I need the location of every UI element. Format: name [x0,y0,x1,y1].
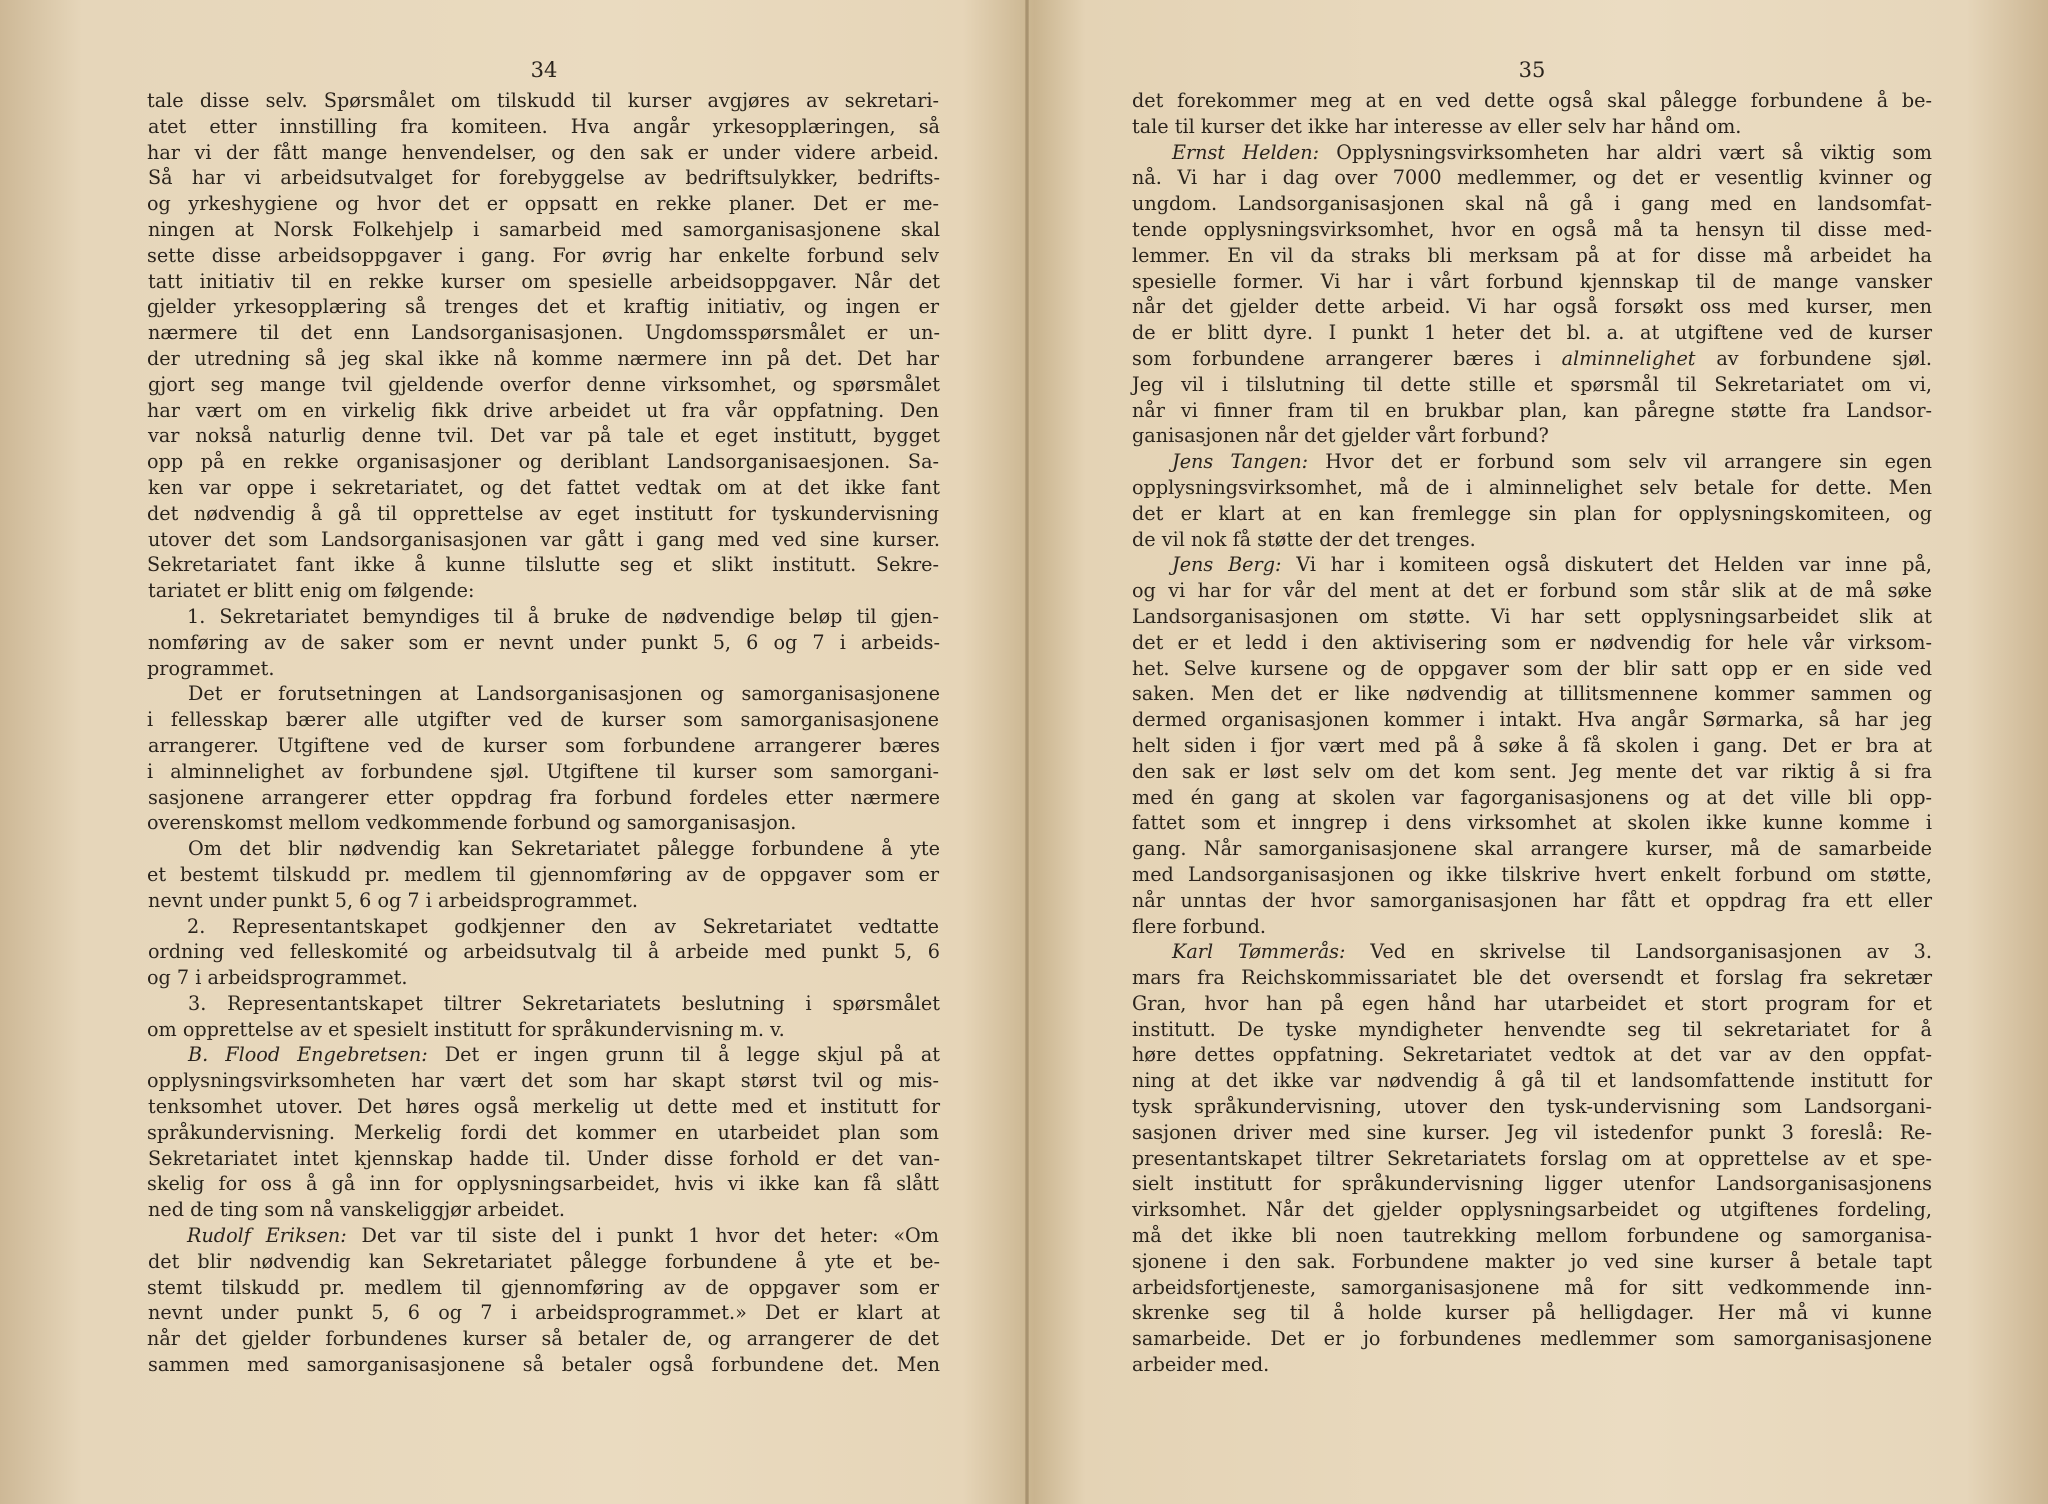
text-line [1132,501,1932,527]
text-line [1132,578,1932,604]
line-text: atet etter innstilling fra komiteen. Hva angår yrkesopplæringen, så [148,114,940,138]
line-text: Vi har i komiteen også diskutert det Helden var inne på, [1281,553,1932,577]
line-text: ken var oppe i sekretariatet, og det fattet vedtak om at det ikke fant [148,475,940,499]
line-text: presentantskapet tiltrer Sekretariatets forslag om at opprettelse av et spe- [1132,1146,1932,1170]
text-line [1132,991,1932,1017]
text-line [147,88,939,114]
text-line [1132,888,1932,914]
line-text: Landsorganisasjonen om støtte. Vi har sett opplysningsarbeidet slik at [1132,604,1932,628]
line-text: Det er forutsetningen at Landsorganisasjonen og samorganisasjonene [188,682,940,706]
line-text: sasjonene arrangerer etter oppdrag fra forbund fordeles etter nærmere [148,785,940,809]
text-line [1132,1094,1932,1120]
text-line [1132,914,1932,940]
text-line [148,1042,940,1068]
text-line [1132,681,1932,707]
line-text: ningen at Norsk Folkehjelp i samarbeid med samorganisasjonene skal [148,217,940,241]
line-text: må det ikke bli noen tautrekking mellom forbundene og samorganisa- [1132,1224,1932,1248]
text-line [1132,1068,1932,1094]
page-text [1132,88,1932,1378]
line-text: ning at det ikke var nødvendig å gå til et landsomfattende institutt for [1132,1069,1932,1093]
text-line [148,527,940,553]
text-line [1132,965,1932,991]
text-line [147,294,939,320]
text-line [147,914,939,940]
text-line [147,243,939,269]
text-line [1132,1275,1932,1301]
text-line [148,836,940,862]
text-line [148,991,940,1017]
text-line [1132,707,1932,733]
text-line [147,604,939,630]
line-text: Sekretariatet fant ikke å kunne tilslutte seg et slikt institutt. Sekre- [147,553,939,577]
text-line [1132,423,1932,449]
line-text: tale til kurser det ikke har interesse av eller selv har hånd om. [1132,114,1742,138]
text-line [147,965,939,991]
line-text: tariatet er blitt enig om følgende: [148,579,475,603]
text-line [1132,1042,1932,1068]
line-text: helt siden i fjor vært med på å søke å få skolen i gang. Det er bra at [1132,733,1932,757]
line-text: sielt institutt for språkundervisning ligger utenfor Landsorganisasjonens [1132,1172,1932,1196]
text-line [1132,269,1932,295]
line-text: dermed organisasjonen kommer i intakt. Hva angår Sørmarka, så har jeg [1132,708,1932,732]
text-line [1132,1326,1932,1352]
text-line [147,759,939,785]
line-text: når vi finner fram til en brukbar plan, kan påregne støtte fra Landsor- [1132,398,1932,422]
line-text: tysk språkundervisning, utover den tysk-undervisning som Landsorgani- [1132,1095,1932,1119]
line-text: med én gang at skolen var fagorganisasjonens og at det ville bli opp- [1132,785,1932,809]
text-line [1132,1300,1932,1326]
line-text: om opprettelse av et spesielt institutt for språkundervisning m. v. [147,1017,785,1041]
text-line [148,269,940,295]
line-text: 1. Sekretariatet bemyndiges til å bruke de nødvendige beløp til gjen- [187,604,939,628]
line-text: gjort seg mange tvil gjeldende overfor denne virksomhet, og spørsmålet [148,372,940,396]
line-text: gang. Når samorganisasjonene skal arrangere kurser, må de samarbeide [1132,837,1932,861]
text-line [1132,1120,1932,1146]
text-line [147,1223,939,1249]
line-text: nevnt under punkt 5, 6 og 7 i arbeidsprogrammet.» Det er klart at [148,1301,940,1325]
text-line [147,449,939,475]
left-page [148,52,940,1378]
line-text: gjelder yrkesopplæring så trenges det et kraftig initiativ, og ingen er [147,295,939,319]
text-line [1132,527,1932,553]
line-text: Om det blir nødvendig kan Sekretariatet pålegge forbundene å yte [188,837,940,861]
line-text: nevnt under punkt 5, 6 og 7 i arbeidsprogrammet. [148,888,638,912]
text-line [1132,1017,1932,1043]
line-text: var nokså naturlig denne tvil. Det var på tale et eget institutt, bygget [148,424,940,448]
line-text: mars fra Reichskommissariatet ble det oversendt et forslag fra sekretær [1132,966,1932,990]
text-line [147,1120,939,1146]
line-text: nomføring av de saker som er nevnt under punkt 5, 6 og 7 i arbeids- [148,630,940,654]
line-text: 2. Representantskapet godkjenner den av Sekretariatet vedtatte [187,914,939,938]
text-line [1132,165,1932,191]
text-line [147,191,939,217]
text-line [148,1300,940,1326]
text-line [147,140,939,166]
text-line [1132,836,1932,862]
line-text: opplysningsvirksomheten har vært det som har skapt størst tvil og mis- [147,1069,939,1093]
text-line [147,1275,939,1301]
text-line [148,785,940,811]
text-line [1132,604,1932,630]
line-text: når det gjelder dette arbeid. Vi har også forsøkt oss med kurser, men [1132,295,1932,319]
text-line [147,656,939,682]
line-text: sjonene i den sak. Forbundene makter jo ved sine kurser å betale tapt [1132,1249,1932,1273]
line-text: den sak er løst selv om det kom sent. Jeg mente det var riktig å si fra [1132,759,1932,783]
book-spine [1025,0,1029,1504]
text-line [1132,810,1932,836]
line-text: skrenke seg til å holde kurser på helligdager. Her må vi kunne [1132,1301,1932,1325]
text-line [148,1094,940,1120]
page-number: 34 [530,58,558,82]
text-line [148,578,940,604]
text-line [1132,759,1932,785]
line-text: tende opplysningsvirksomhet, hvor en også må ta hensyn til disse med- [1132,217,1932,241]
text-line [148,217,940,243]
line-text: et bestemt tilskudd pr. medlem til gjennomføring av de oppgaver som er [147,862,939,886]
text-line [1132,140,1932,166]
text-line [147,346,939,372]
line-text: Det var til siste del i punkt 1 hvor det heter: «Om [346,1224,939,1248]
line-text: når unntas der hvor samorganisasjonen har fått et oppdrag fra ett eller [1132,888,1932,912]
text-line [1132,320,1932,346]
line-text: skelig for oss å gå inn for opplysningsarbeidet, hvis vi ikke kan få slått [147,1172,939,1196]
line-text: de er blitt dyre. I punkt 1 heter det bl. a. at utgiftene ved de kurser [1132,321,1932,345]
line-text: ungdom. Landsorganisasjonen skal nå gå i gang med en landsomfat- [1132,192,1932,216]
text-line [147,1017,939,1043]
text-line [1132,939,1932,965]
emphasis-text: alminnelighet [1561,346,1696,370]
text-line [148,114,940,140]
line-text: når det gjelder forbundenes kurser så betaler de, og arrangerer de det [147,1327,939,1351]
page-text [148,88,940,1378]
line-text: det nødvendig å gå til opprettelse av eget institutt for tyskundervisning [147,501,939,525]
text-line [1132,1171,1932,1197]
text-line [148,1146,940,1172]
text-line [148,1352,940,1378]
text-line [1132,630,1932,656]
line-text: de vil nok få støtte der det trenges. [1132,527,1476,551]
text-line [1132,1223,1932,1249]
line-text: 3. Representantskapet tiltrer Sekretariatets beslutning i spørsmålet [188,991,940,1015]
text-line [1132,88,1932,114]
line-text: ordning ved felleskomité og arbeidsutvalg til å arbeide med punkt 5, 6 [148,940,940,964]
page-number: 35 [1518,58,1546,82]
line-text: som forbundene arrangerer bæres i [1132,346,1562,370]
text-line [1132,656,1932,682]
text-line [1132,346,1932,372]
line-text: tale disse selv. Spørsmålet om tilskudd til kurser avgjøres av sekretari- [147,89,939,112]
line-text: lemmer. En vil da straks bli merksam på at for disse må arbeidet ha [1132,243,1932,267]
line-text: sette disse arbeidsoppgaver i gang. For øvrig har enkelte forbund selv [147,243,939,267]
text-line [1132,1249,1932,1275]
line-text: flere forbund. [1132,914,1266,938]
text-line [1132,294,1932,320]
line-text: nå. Vi har i dag over 7000 medlemmer, og det er vesentlig kvinner og [1132,166,1932,190]
text-line [1132,475,1932,501]
text-line [1132,114,1932,140]
text-line [147,810,939,836]
speaker-name: Karl Tømmerås: [1172,940,1346,964]
speaker-name: Ernst Helden: [1172,140,1320,164]
line-text: nærmere til det enn Landsorganisasjonen. Ungdomsspørsmålet er un- [148,321,940,345]
line-text: institutt. De tyske myndigheter henvendte seg til sekretariatet for å [1132,1017,1932,1041]
line-text: samarbeide. Det er jo forbundenes medlemmer som samorganisasjonene [1132,1327,1932,1351]
line-text: det er klart at en kan fremlegge sin plan for opplysningskomiteen, og [1132,501,1932,525]
speaker-name: Jens Tangen: [1172,450,1309,474]
line-text: utover det som Landsorganisasjonen var gått i gang med ved sine kurser. [148,527,940,551]
line-text: overenskomst mellom vedkommende forbund og samorganisasjon. [147,811,797,835]
text-line [147,1171,939,1197]
text-line [1132,243,1932,269]
line-text: opplysningsvirksomhet, må de i alminnelighet selv betale for dette. Men [1132,475,1932,499]
line-text: ganisasjonen når det gjelder vårt forbund? [1132,424,1549,448]
line-text: språkundervisning. Merkelig fordi det kommer en utarbeidet plan som [147,1120,939,1144]
line-text: programmet. [147,656,275,680]
line-text: arbeider med. [1132,1353,1270,1377]
speaker-name: Rudolf Eriksen: [187,1224,347,1248]
text-line [148,888,940,914]
line-text: arrangerer. Utgiftene ved de kurser som forbundene arrangerer bæres [148,733,940,757]
line-text: fattet som et inngrep i dens virksomhet at skolen ikke kunne komme i [1132,811,1932,835]
text-line [1132,191,1932,217]
text-line [1132,217,1932,243]
line-text: der utredning så jeg skal ikke nå komme nærmere inn på det. Det har [147,346,939,370]
line-text: Jeg vil i tilslutning til dette stille et spørsmål til Sekretariatet om vi, [1132,372,1932,396]
text-line [148,372,940,398]
line-text: saken. Men det er like nødvendig at tillitsmennene kommer sammen og [1132,682,1932,706]
line-text: Så har vi arbeidsutvalget for forebyggelse av bedriftsulykker, bedrifts- [148,166,940,190]
line-text: har vi der fått mange henvendelser, og den sak er under videre arbeid. [147,140,939,164]
text-line [148,165,940,191]
line-text: i fellesskap bærer alle utgifter ved de kurser som samorganisasjonene [147,708,939,732]
line-text: Gran, hvor han på egen hånd har utarbeidet et stort program for et [1132,991,1932,1015]
line-text: Hvor det er forbund som selv vil arrangere sin egen [1308,450,1933,474]
speaker-name: B. Flood Engebretsen: [188,1043,428,1067]
line-text: sasjonen driver med sine kurser. Jeg vil istedenfor punkt 3 foreslå: Re- [1132,1120,1932,1144]
text-line [1132,1352,1932,1378]
line-text: arbeidsfortjeneste, samorganisasjonene må for sitt vedkommende inn- [1132,1275,1932,1299]
line-text: Det er ingen grunn til å legge skjul på at [427,1043,940,1067]
text-line [147,398,939,424]
text-line [1132,552,1932,578]
text-line [148,681,940,707]
text-line [1132,449,1932,475]
text-line [148,630,940,656]
right-page [1132,52,1932,1378]
text-line [147,552,939,578]
text-line [147,501,939,527]
line-text: sammen med samorganisasjonene så betaler også forbundene det. Men [148,1353,940,1377]
text-line [148,1249,940,1275]
text-line [1132,1146,1932,1172]
line-text: tenksomhet utover. Det høres også merkelig ut dette med et institutt for [148,1095,940,1119]
line-text: tatt initiativ til en rekke kurser om spesielle arbeidsoppgaver. Når det [148,269,940,293]
text-line [147,1068,939,1094]
line-text: ned de ting som nå vanskeliggjør arbeidet. [148,1198,565,1222]
line-text: og vi har for vår del ment at det er forbund som står slik at de må søke [1132,579,1932,603]
line-text: det er et ledd i den aktivisering som er nødvendig for hele vår virksom- [1132,630,1932,654]
text-line [148,320,940,346]
line-text: het. Selve kursene og de oppgaver som der blir satt opp er en side ved [1132,656,1932,680]
text-line [148,939,940,965]
line-text: med Landsorganisasjonen og ikke tilskrive hvert enkelt forbund om støtte, [1132,862,1932,886]
line-text: opp på en rekke organisasjoner og deriblant Landsorganisaesjonen. Sa- [147,450,939,474]
text-line [147,707,939,733]
text-line [147,1326,939,1352]
text-line [1132,1197,1932,1223]
line-text: Ved en skrivelse til Landsorganisasjonen av 3. [1345,940,1932,964]
speaker-name: Jens Berg: [1172,553,1282,577]
line-text: det forekommer meg at en ved dette også skal pålegge forbundene å be- [1132,89,1932,112]
text-line [148,733,940,759]
line-text: i alminnelighet av forbundene sjøl. Utgiftene til kurser som samorgani- [147,759,939,783]
line-text: av forbundene sjøl. [1695,346,1932,370]
line-text: det blir nødvendig kan Sekretariatet pålegge forbundene å yte et be- [148,1249,940,1273]
line-text: har vært om en virkelig fikk drive arbeidet ut fra vår oppfatning. Den [147,398,939,422]
text-line [1132,733,1932,759]
line-text: høre dettes oppfatning. Sekretariatet vedtok at det var av den oppfat- [1132,1043,1932,1067]
line-text: og 7 i arbeidsprogrammet. [147,966,408,990]
line-text: og yrkeshygiene og hvor det er oppsatt en rekke planer. Det er me- [147,192,939,216]
text-line [148,475,940,501]
text-line [147,862,939,888]
text-line [148,423,940,449]
text-line [1132,785,1932,811]
text-line [148,1197,940,1223]
line-text: virksomhet. Når det gjelder opplysningsarbeidet og utgiftenes fordeling, [1132,1198,1932,1222]
text-line [1132,372,1932,398]
text-line [1132,398,1932,424]
line-text: Opplysningsvirksomheten har aldri vært så viktig som [1319,140,1932,164]
line-text: stemt tilskudd pr. medlem til gjennomføring av de oppgaver som er [147,1275,939,1299]
line-text: Sekretariatet intet kjennskap hadde til. Under disse forhold er det van- [148,1146,940,1170]
line-text: spesielle former. Vi har i vårt forbund kjennskap til de mange vansker [1132,269,1932,293]
text-line [1132,862,1932,888]
